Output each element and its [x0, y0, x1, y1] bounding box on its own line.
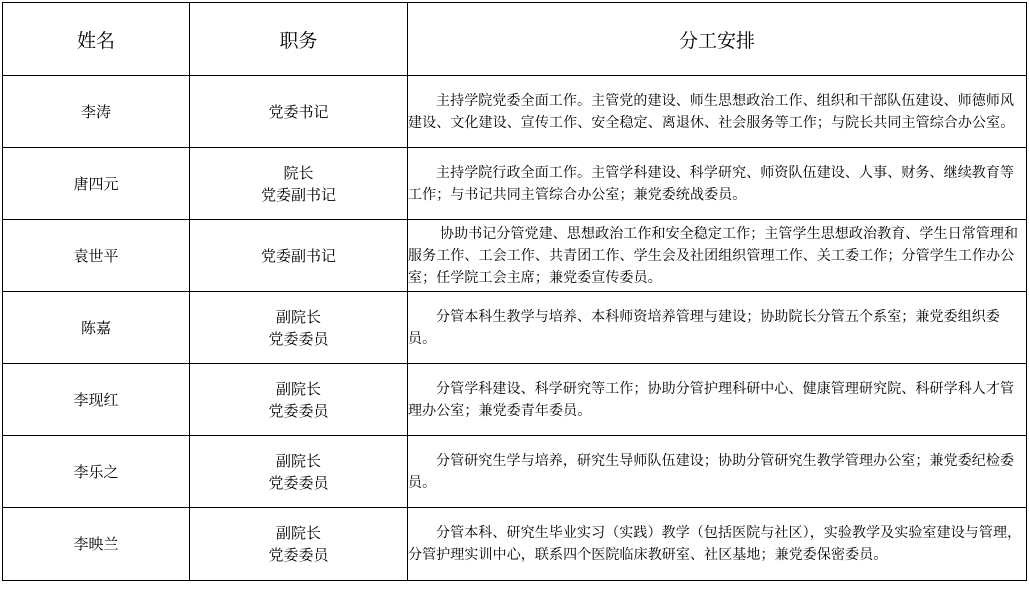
duty-text: 分管本科、研究生毕业实习（实践）教学（包括医院与社区），实验教学及实验室建设与管理，分管护理实训中心，联系四个医院临床教研室、社区基地；兼党委保密委员。: [408, 525, 1022, 563]
position-line: 党委委员: [268, 401, 329, 420]
table-header-row: [3, 3, 1027, 76]
position-line: 副院长: [275, 524, 321, 542]
person-position: [190, 76, 408, 148]
duty-text: 分管研究生学与培养，研究生导师队伍建设；协助分管研究生教学管理办公室；兼党委纪检委员。: [408, 452, 1015, 491]
leadership-duty-table: [2, 2, 1027, 581]
table-row: [3, 292, 1027, 364]
person-name: 李映兰: [3, 508, 190, 581]
duty-description: [408, 364, 1027, 436]
duty-text: 分管本科生教学与培养、本科师资培养管理与建设；协助院长分管五个系室；兼党委组织委员。: [408, 308, 1000, 347]
table-row: [3, 76, 1027, 148]
duty-description: [408, 292, 1027, 364]
table-row: [3, 436, 1027, 508]
person-position: [190, 508, 408, 581]
position-line: 党委委员: [268, 546, 329, 564]
duty-description: [408, 148, 1027, 220]
person-name: 李乐之: [3, 436, 190, 508]
position-line: 党委委员: [268, 329, 329, 348]
duty-description: [408, 508, 1027, 581]
person-name: 李现红: [3, 364, 190, 436]
person-position: [190, 364, 408, 436]
duty-description: [408, 220, 1027, 292]
person-name: 李涛: [3, 76, 190, 148]
person-name: 袁世平: [3, 220, 190, 292]
person-position: [190, 148, 408, 220]
position-line: 院长: [283, 163, 314, 182]
person-name: 唐四元: [3, 148, 190, 220]
person-position: [190, 436, 408, 508]
position-line: 党委副书记: [260, 246, 336, 265]
person-position: [190, 220, 408, 292]
header-duties: 分工安排: [408, 3, 1027, 76]
duty-text: 主持学院党委全面工作。主管党的建设、师生思想政治工作、组织和干部队伍建设、师德师风建设、文化建设、宣传工作、安全稳定、离退休、社会服务等工作；与院长共同主管综合办公室。: [408, 92, 1015, 131]
table-row: [3, 148, 1027, 220]
duty-description: [408, 436, 1027, 508]
duty-text: 分管学科建设、科学研究等工作；协助分管护理科研中心、健康管理研究院、科研学科人才管理办公室；兼党委青年委员。: [408, 380, 1015, 419]
position-line: 党委委员: [268, 473, 329, 492]
table-row: [3, 508, 1027, 581]
person-position: [190, 292, 408, 364]
person-name: 陈嘉: [3, 292, 190, 364]
position-line: 副院长: [275, 451, 321, 470]
position-line: 党委书记: [268, 102, 329, 121]
position-line: 副院长: [275, 307, 321, 326]
position-line: 副院长: [275, 379, 321, 398]
header-position: 职务: [190, 3, 408, 76]
header-name: 姓名: [3, 3, 190, 76]
duty-text: 主持学院行政全面工作。主管学科建设、科学研究、师资队伍建设、人事、财务、继续教育等工作；与书记共同主管综合办公室；兼党委统战委员。: [408, 164, 1015, 203]
duty-description: [408, 76, 1027, 148]
table-row: [3, 364, 1027, 436]
duty-text: 协助书记分管党建、思想政治工作和安全稳定工作；主管学生思想政治教育、学生日常管理和服务工作、工会工作、共青团工作、学生会及社团组织管理工作、关工委工作；分管学生工作办公室；任学院工会主席；兼党委宣传委员。: [408, 225, 1019, 286]
position-line: 党委副书记: [260, 185, 336, 204]
table-row: [3, 220, 1027, 292]
